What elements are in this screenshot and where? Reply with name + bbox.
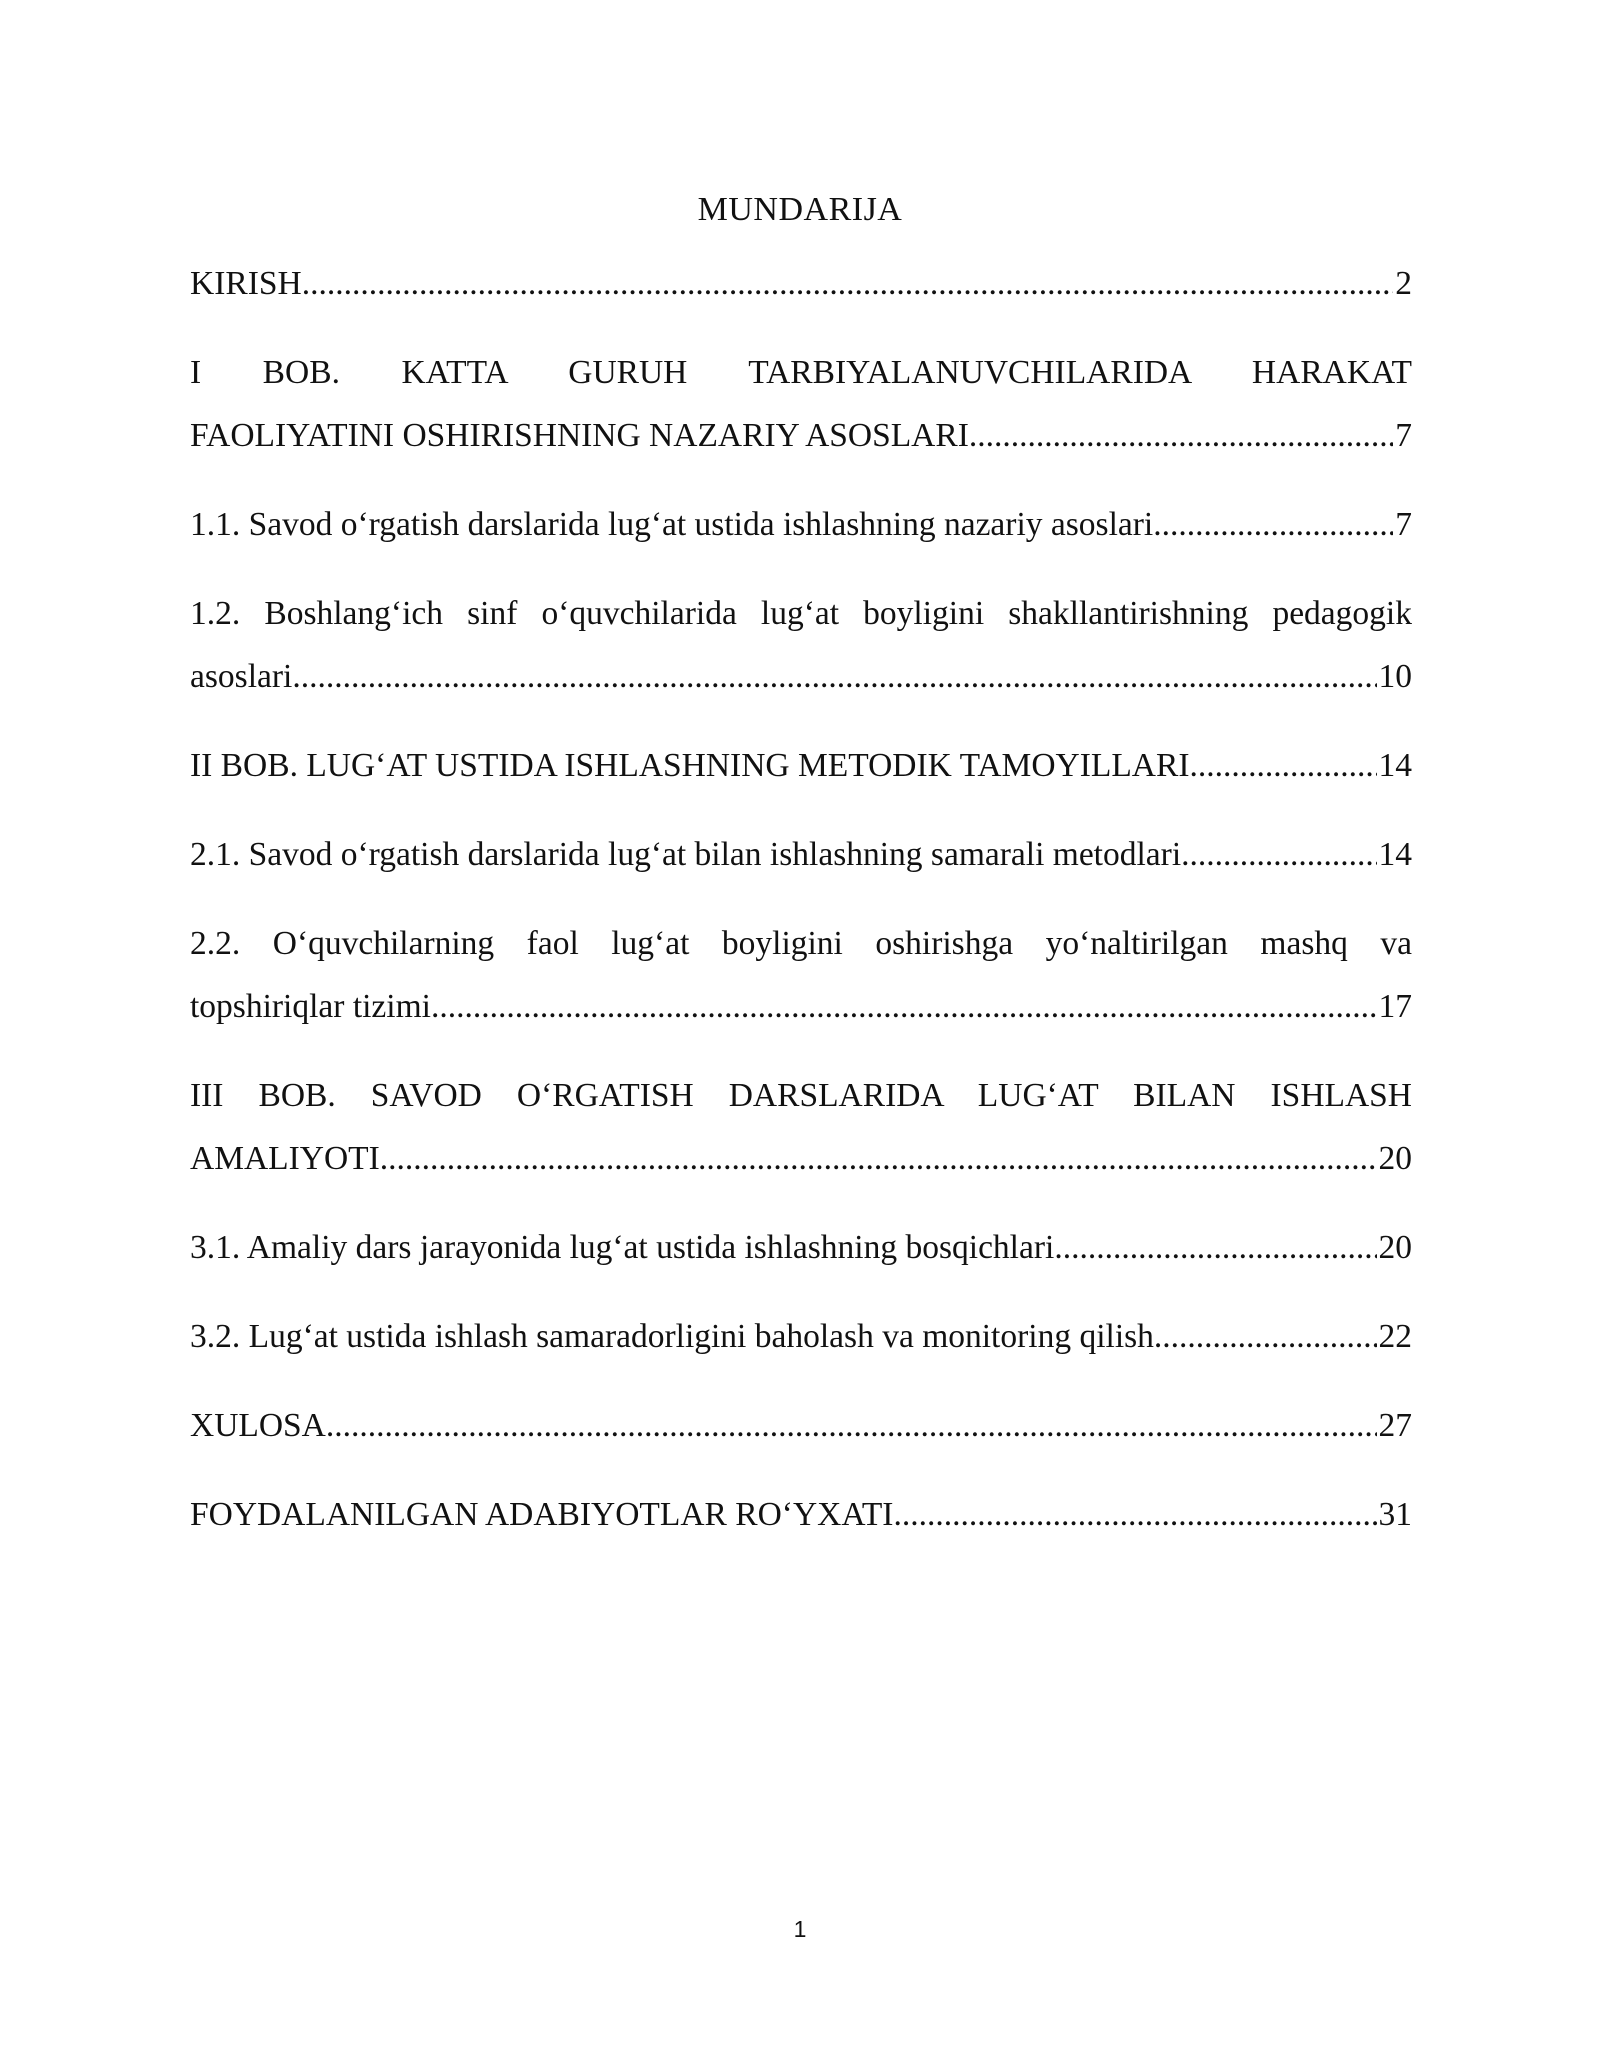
toc-entry-page: 31 <box>1378 1496 1412 1533</box>
toc-entry-page: 10 <box>1378 658 1412 695</box>
toc-entry-kirish[interactable] <box>190 252 1412 315</box>
toc-title: MUNDARIJA <box>697 191 903 228</box>
dot-leader <box>969 404 1393 467</box>
toc-entry-chapter-3[interactable] <box>190 1064 1412 1190</box>
toc-entry-text: asoslari <box>190 658 293 695</box>
toc-entry-text: 3.2. Lug‘at ustida ishlash samaradorligini baholash va monitoring qilish <box>190 1318 1154 1355</box>
toc-entry-text: topshiriqlar tizimi <box>190 988 431 1025</box>
dot-leader <box>1190 734 1377 797</box>
toc-entry-text: 2.1. Savod o‘rgatish darslarida lug‘at bilan ishlashning samarali metodlari <box>190 836 1182 873</box>
dot-leader <box>1054 1216 1376 1279</box>
toc-entry-section-2-1[interactable] <box>190 823 1412 886</box>
toc-entry-text-line1: III BOB. SAVOD O‘RGATISH DARSLARIDA LUG‘AT BILAN ISHLASH <box>190 1077 1412 1114</box>
toc-entry-xulosa[interactable] <box>190 1394 1412 1457</box>
dot-leader <box>380 1127 1377 1190</box>
dot-leader <box>431 975 1377 1038</box>
toc-entry-section-3-2[interactable] <box>190 1305 1412 1368</box>
dot-leader <box>326 1394 1377 1457</box>
toc-entry-section-1-1[interactable] <box>190 493 1412 556</box>
dot-leader <box>1181 823 1376 886</box>
dot-leader <box>302 252 1394 315</box>
toc-entry-section-2-2[interactable] <box>190 912 1412 1038</box>
toc-entry-page: 7 <box>1395 506 1412 543</box>
toc-entry-text: II BOB. LUG‘AT USTIDA ISHLASHNING METODIK TAMOYILLARI <box>190 747 1190 784</box>
toc-entry-page: 22 <box>1378 1318 1412 1355</box>
toc-entry-text: XULOSA <box>190 1407 326 1444</box>
toc-entry-page: 14 <box>1378 747 1412 784</box>
toc-entry-chapter-2[interactable] <box>190 734 1412 797</box>
toc-entry-page: 2 <box>1395 265 1412 302</box>
toc-entry-page: 17 <box>1378 988 1412 1025</box>
toc-entry-chapter-1[interactable] <box>190 341 1412 467</box>
toc-entry-section-1-2[interactable] <box>190 582 1412 708</box>
toc-entry-text-line1: 2.2. O‘quvchilarning faol lug‘at boyligini oshirishga yo‘naltirilgan mashq va <box>190 925 1412 962</box>
toc-entry-page: 20 <box>1378 1229 1412 1266</box>
toc-entry-text-line1: 1.2. Boshlang‘ich sinf o‘quvchilarida lug‘at boyligini shakllantirishning pedagogik <box>190 595 1412 632</box>
toc-entry-text: KIRISH <box>190 265 302 302</box>
toc-entry-page: 14 <box>1378 836 1412 873</box>
toc-entry-text: 3.1. Amaliy dars jarayonida lug‘at ustida ishlashning bosqichlari <box>190 1229 1055 1266</box>
toc-entry-text: 1.1. Savod o‘rgatish darslarida lug‘at ustida ishlashning nazariy asoslari <box>190 506 1154 543</box>
toc-entry-page: 27 <box>1378 1407 1412 1444</box>
toc-entry-section-3-1[interactable] <box>190 1216 1412 1279</box>
dot-leader <box>893 1483 1376 1546</box>
toc-entry-page: 20 <box>1378 1140 1412 1177</box>
dot-leader <box>1154 1305 1377 1368</box>
page-number: 1 <box>793 1916 807 1942</box>
toc-entry-references[interactable] <box>190 1483 1412 1546</box>
toc-entry-text: AMALIYOTI <box>190 1140 380 1177</box>
table-of-contents <box>190 252 1412 1546</box>
toc-entry-page: 7 <box>1395 417 1412 454</box>
toc-entry-text: FAOLIYATINI OSHIRISHNING NAZARIY ASOSLARI <box>190 417 969 454</box>
toc-entry-text: FOYDALANILGAN ADABIYOTLAR RO‘YXATI <box>190 1496 894 1533</box>
dot-leader <box>1153 493 1393 556</box>
dot-leader <box>292 645 1376 708</box>
toc-entry-text-line1: I BOB. KATTA GURUH TARBIYALANUVCHILARIDA HARAKAT <box>190 354 1412 391</box>
